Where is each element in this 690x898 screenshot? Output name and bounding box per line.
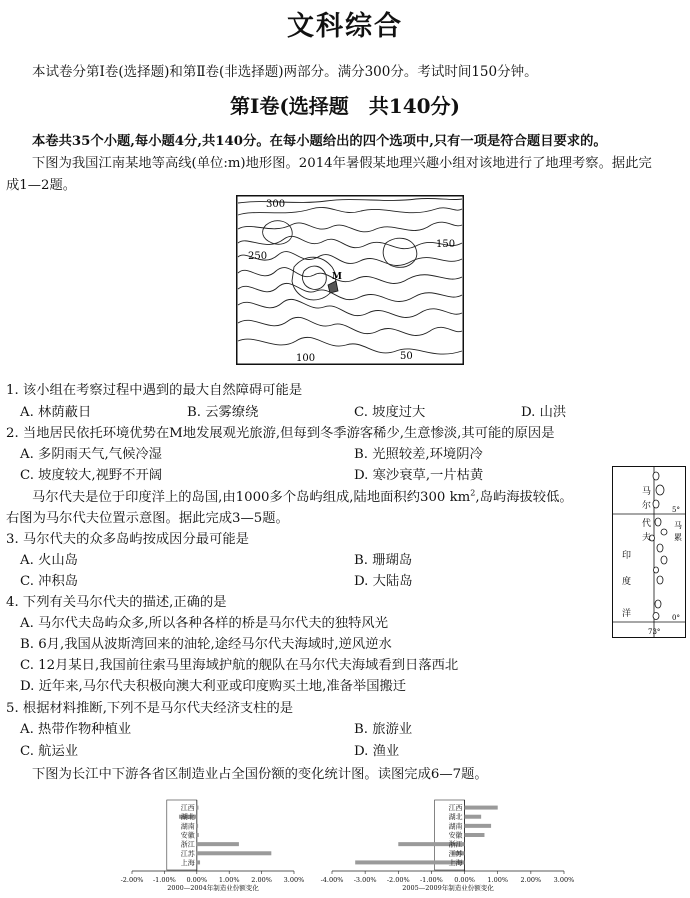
q1-option-c: C. 坡度过大: [354, 405, 426, 420]
q4-option-b: B. 6月,我国从波斯湾回来的油轮,途经马尔代夫海域时,逆风逆水: [20, 637, 392, 652]
q4-stem: 4. 下列有关马尔代夫的描述,正确的是: [6, 595, 227, 610]
q2-option-c: C. 坡度较大,视野不开阔: [20, 468, 163, 483]
tick-label: -2.00%: [120, 876, 144, 884]
bar: [197, 851, 272, 855]
tick-label: -1.00%: [152, 876, 176, 884]
category-label: 江苏: [448, 849, 463, 858]
manufacturing-chart-2005-2009: [318, 795, 576, 897]
q4-option-d: D. 近年来,马尔代夫积极向澳大利亚或印度购买土地,准备举国搬迁: [20, 679, 407, 694]
maldives-label-yang: 洋: [622, 609, 632, 619]
bar: [465, 815, 482, 819]
contour-label-50: 50: [400, 351, 413, 362]
category-label: 湖南: [180, 822, 195, 831]
passage1-line1: 下图为我国江南某地等高线(单位:m)地形图。2014年暑假某地理兴趣小组对该地进行了地理考察。据此完: [32, 156, 652, 171]
maldives-label-dai: 代: [642, 519, 652, 529]
tick-label: 3.00%: [553, 876, 575, 884]
lat-label-0: 0°: [672, 614, 680, 622]
x-axis-label: 2000—2004年制造业份额变化: [167, 884, 259, 892]
bar: [465, 824, 492, 828]
passage2-line1: [32, 486, 573, 505]
q3-option-b: B. 珊瑚岛: [354, 553, 413, 568]
bar: [465, 806, 498, 810]
tick-label: 1.00%: [487, 876, 509, 884]
maldives-label-male-2: 累: [674, 533, 682, 542]
q3-option-a: A. 火山岛: [20, 553, 78, 568]
q2-option-a: A. 多阴雨天气,气候冷湿: [20, 447, 162, 462]
q1-option-d: D. 山洪: [521, 405, 567, 420]
passage2-sup: 2: [470, 488, 476, 498]
category-label: 浙江: [448, 840, 463, 849]
q1-option-b: B. 云雾缭绕: [187, 405, 259, 420]
contour-label-250: 250: [248, 251, 268, 262]
q2-stem: 2. 当地居民依托环境优势在M地发展观光旅游,但每到冬季游客稀少,生意惨淡,其可能的原因是: [6, 426, 555, 441]
tick-label: 1.00%: [218, 876, 240, 884]
bar: [197, 842, 239, 846]
section-instruction: 本卷共35个小题,每小题4分,共140分。在每小题给出的四个选项中,只有一项是符合题目要求的。: [32, 134, 607, 149]
bar: [197, 806, 199, 810]
maldives-label-fu: 夫: [642, 533, 652, 543]
tick-label: -2.00%: [386, 876, 410, 884]
category-label: 湖北: [448, 813, 463, 822]
maldives-map: [612, 466, 686, 638]
manufacturing-chart-2000-2004: [118, 795, 304, 897]
tick-label: 0.00%: [454, 876, 475, 884]
category-label: 湖南: [448, 822, 463, 831]
passage3-line1: 下图为长江中下游各省区制造业占全国份额的变化统计图。读图完成6—7题。: [32, 767, 488, 782]
category-label: 浙江: [180, 840, 195, 849]
category-label: 江西: [448, 804, 463, 813]
maldives-label-ma: 马: [642, 487, 652, 497]
contour-label-300: 300: [266, 199, 286, 210]
contour-label-150: 150: [436, 239, 456, 250]
q2-option-d: D. 寒沙衰草,一片枯黄: [354, 468, 484, 483]
q4-option-a: A. 马尔代夫岛屿众多,所以各种各样的桥是马尔代夫的独特风光: [20, 616, 389, 631]
q5-stem: 5. 根据材料推断,下列不是马尔代夫经济支柱的是: [6, 701, 294, 716]
q4-option-c: C. 12月某日,我国前往索马里海域护航的舰队在马尔代夫海域看到日落西北: [20, 658, 459, 673]
q1-stem: 1. 该小组在考察过程中遇到的最大自然障碍可能是: [6, 383, 303, 398]
maldives-label-yin: 印: [622, 551, 632, 561]
exam-intro: 本试卷分第Ⅰ卷(选择题)和第Ⅱ卷(非选择题)两部分。满分300分。考试时间150分钟。: [32, 64, 538, 80]
category-label: 上海: [448, 858, 463, 867]
section-title: 第Ⅰ卷(选择题 共140分): [229, 94, 461, 118]
q2-option-b: B. 光照较差,环境阴冷: [354, 447, 483, 462]
maldives-label-male-1: 马: [674, 521, 682, 530]
lat-label-5: 5°: [672, 506, 680, 514]
maldives-label-er: 尔: [642, 501, 652, 511]
category-label: 江苏: [180, 849, 195, 858]
tick-label: -4.00%: [320, 876, 344, 884]
category-label: 湖北: [180, 813, 195, 822]
page-title: 文科综合: [287, 11, 403, 42]
tick-label: 2.00%: [251, 876, 272, 884]
q3-option-d: D. 大陆岛: [354, 574, 413, 589]
passage2-line1b: ,岛屿海拔较低。: [475, 490, 573, 505]
maldives-label-du: 度: [622, 577, 632, 587]
q5-option-d: D. 渔业: [354, 744, 400, 759]
tick-label: -1.00%: [419, 876, 443, 884]
contour-label-m: M: [332, 272, 342, 282]
x-axis-label: 2005—2009年制造业份额变化: [402, 884, 494, 892]
q3-stem: 3. 马尔代夫的众多岛屿按成因分最可能是: [6, 532, 249, 547]
passage1-line2: 成1—2题。: [6, 178, 77, 193]
category-label: 上海: [180, 858, 195, 867]
tick-label: -3.00%: [353, 876, 377, 884]
contour-label-100: 100: [296, 353, 316, 364]
category-label: 江西: [180, 804, 195, 813]
contour-map: [236, 195, 464, 365]
q5-option-b: B. 旅游业: [354, 722, 413, 737]
q1-option-a: A. 林荫蔽日: [20, 405, 92, 420]
q3-option-c: C. 冲积岛: [20, 574, 79, 589]
bar: [197, 824, 198, 828]
bar: [197, 860, 200, 864]
tick-label: 3.00%: [283, 876, 304, 884]
category-label: 安徽: [448, 831, 463, 840]
bar: [197, 833, 199, 837]
bar: [465, 833, 485, 837]
passage2-line1a: 马尔代夫是位于印度洋上的岛国,由1000多个岛屿组成,陆地面积约300 km: [32, 490, 471, 505]
category-label: 安徽: [180, 831, 195, 840]
lon-label-73: 73°: [648, 628, 661, 636]
tick-label: 0.00%: [186, 876, 208, 884]
tick-label: 2.00%: [520, 876, 542, 884]
q5-option-c: C. 航运业: [20, 744, 79, 759]
q5-option-a: A. 热带作物种植业: [20, 722, 132, 737]
passage2-line2: 右图为马尔代夫位置示意图。据此完成3—5题。: [6, 511, 289, 526]
